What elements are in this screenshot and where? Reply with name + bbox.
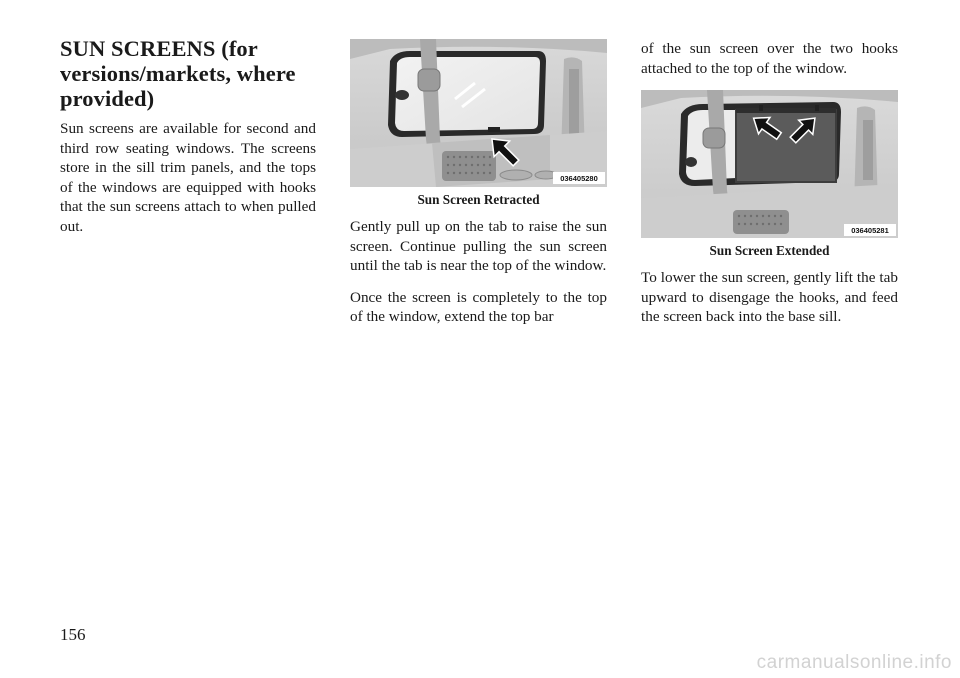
raise-paragraph: Gently pull up on the tab to raise the sun screen. Continue pulling the sun screen until the tab is near the top of the window. bbox=[350, 218, 607, 274]
figure-sun-screen-retracted bbox=[350, 39, 607, 208]
section-heading: SUN SCREENS (for versions/markets, where provided) bbox=[60, 36, 296, 111]
middle-column bbox=[350, 39, 607, 339]
left-column bbox=[60, 36, 316, 248]
sun-screen-extended-illustration bbox=[641, 90, 898, 238]
lower-paragraph: To lower the sun screen, gently lift the tab upward to disengage the hooks, and feed the screen back into the base sill. bbox=[641, 269, 898, 325]
figure-sun-screen-extended bbox=[641, 90, 898, 259]
extend-paragraph-end: of the sun screen over the two hooks attached to the top of the window. bbox=[641, 40, 898, 77]
figure-code-label: 036405280 bbox=[560, 174, 598, 183]
page-number: 156 bbox=[60, 625, 86, 644]
figure-code-label: 036405281 bbox=[851, 226, 889, 235]
figure-caption: Sun Screen Extended bbox=[709, 243, 830, 258]
extend-paragraph-start: Once the screen is completely to the top of the window, extend the top bar bbox=[350, 288, 607, 325]
figure-caption: Sun Screen Retracted bbox=[417, 192, 540, 207]
sun-screen-retracted-illustration bbox=[350, 39, 607, 187]
watermark-text: carmanualsonline.info bbox=[756, 652, 952, 673]
right-column bbox=[641, 39, 898, 339]
intro-paragraph: Sun screens are available for second and third row seating windows. The screens store in the sill trim panels, and the tops of the windows are equipped with hooks that the sun screens attach to when pulled out. bbox=[60, 120, 316, 235]
